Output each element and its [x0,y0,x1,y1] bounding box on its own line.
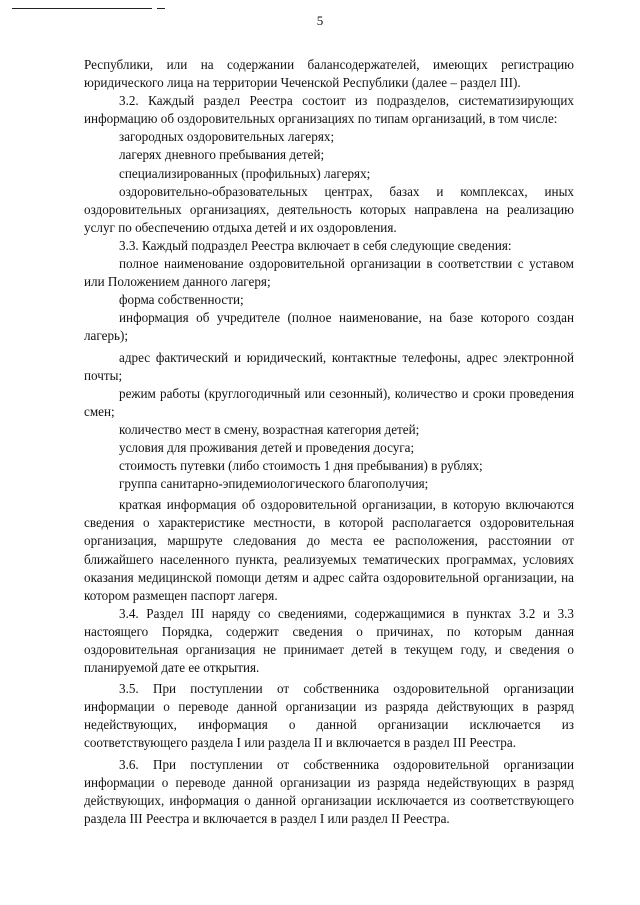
header-rule-tail [157,8,165,9]
list-item-address: адрес фактический и юридический, контактные телефоны, адрес электронной почты; [84,349,574,383]
list-item-country-camps: загородных оздоровительных лагерях; [119,129,335,145]
list-item-specialized-camps: специализированных (профильных) лагерях; [119,165,371,181]
document-body [84,56,574,828]
list-item-sanitary-group: группа санитарно-эпидемиологического благополучия; [119,476,429,492]
list-item-operating-mode: режим работы (круглогодичный или сезонный), количество и сроки проведения смен; [84,385,574,419]
list-item-ownership: форма собственности; [119,292,244,308]
list-item-conditions: условия для проживания детей и проведения досуга; [119,439,415,455]
paragraph-3-4: 3.4. Раздел III наряду со сведениями, содержащимися в пунктах 3.2 и 3.3 настоящего Порядка, содержит сведения о причинах, по которым данная оздоровительная организация не принимает детей в текущем году, и сведения о планируемой дате ее открытия. [84,605,574,676]
list-item-full-name: полное наименование оздоровительной организации в соответствии с уставом или Положением данного лагеря; [84,256,574,290]
page-number: 5 [316,13,324,28]
paragraph-3-5: 3.5. При поступлении от собственника оздоровительной организации информации о переводе данной организации из разряда действующих в разряд недействующих, информация о данной организации исключается из соответствующего раздела I или раздела II и включается в раздел III Реестра. [84,681,574,751]
list-item-brief-info: краткая информация об оздоровительной организации, в которую включаются сведения о характеристике местности, в которой располагается оздоровительная организация, маршруте следования до места ее расположения, расстоянии от ближайшего населенного пункта, реализуемых тематических программах, условиях оказания медицинской помощи детям и адрес сайта оздоровительной организации, на котором размещен паспорт лагеря. [84,497,574,603]
list-item-day-camps: лагерях дневного пребывания детей; [119,147,325,163]
list-item-education-centers: оздоровительно-образовательных центрах, базах и комплексах, иных оздоровительных организациях, деятельность которых направлена на реализацию услуг по обеспечению отдыха детей и их оздоровления. [84,183,574,235]
paragraph-3-3: 3.3. Каждый подраздел Реестра включает в себя следующие сведения: [119,237,512,253]
list-item-voucher-cost: стоимость путевки (либо стоимость 1 дня пребывания) в рублях; [119,458,483,474]
paragraph-3-6: 3.6. При поступлении от собственника оздоровительной организации информации о переводе данной организации из разряда недействующих в разряд действующих, информация о данной организации исключается из соответствующего раздела III Реестра и включается в раздел I или раздел II Реестра. [84,756,574,826]
list-item-capacity: количество мест в смену, возрастная категория детей; [119,421,420,437]
list-item-founder: информация об учредителе (полное наименование, на базе которого создан лагерь); [84,310,574,344]
header-rule [12,8,152,9]
paragraph-3-2: 3.2. Каждый раздел Реестра состоит из подразделов, систематизирующих информацию об оздоровительных организациях по типам организаций, в том числе: [84,93,574,127]
paragraph-continuation: Республики, или на содержании балансодержателей, имеющих регистрацию юридического лица на территории Чеченской Республики (далее – раздел III). [84,57,574,91]
